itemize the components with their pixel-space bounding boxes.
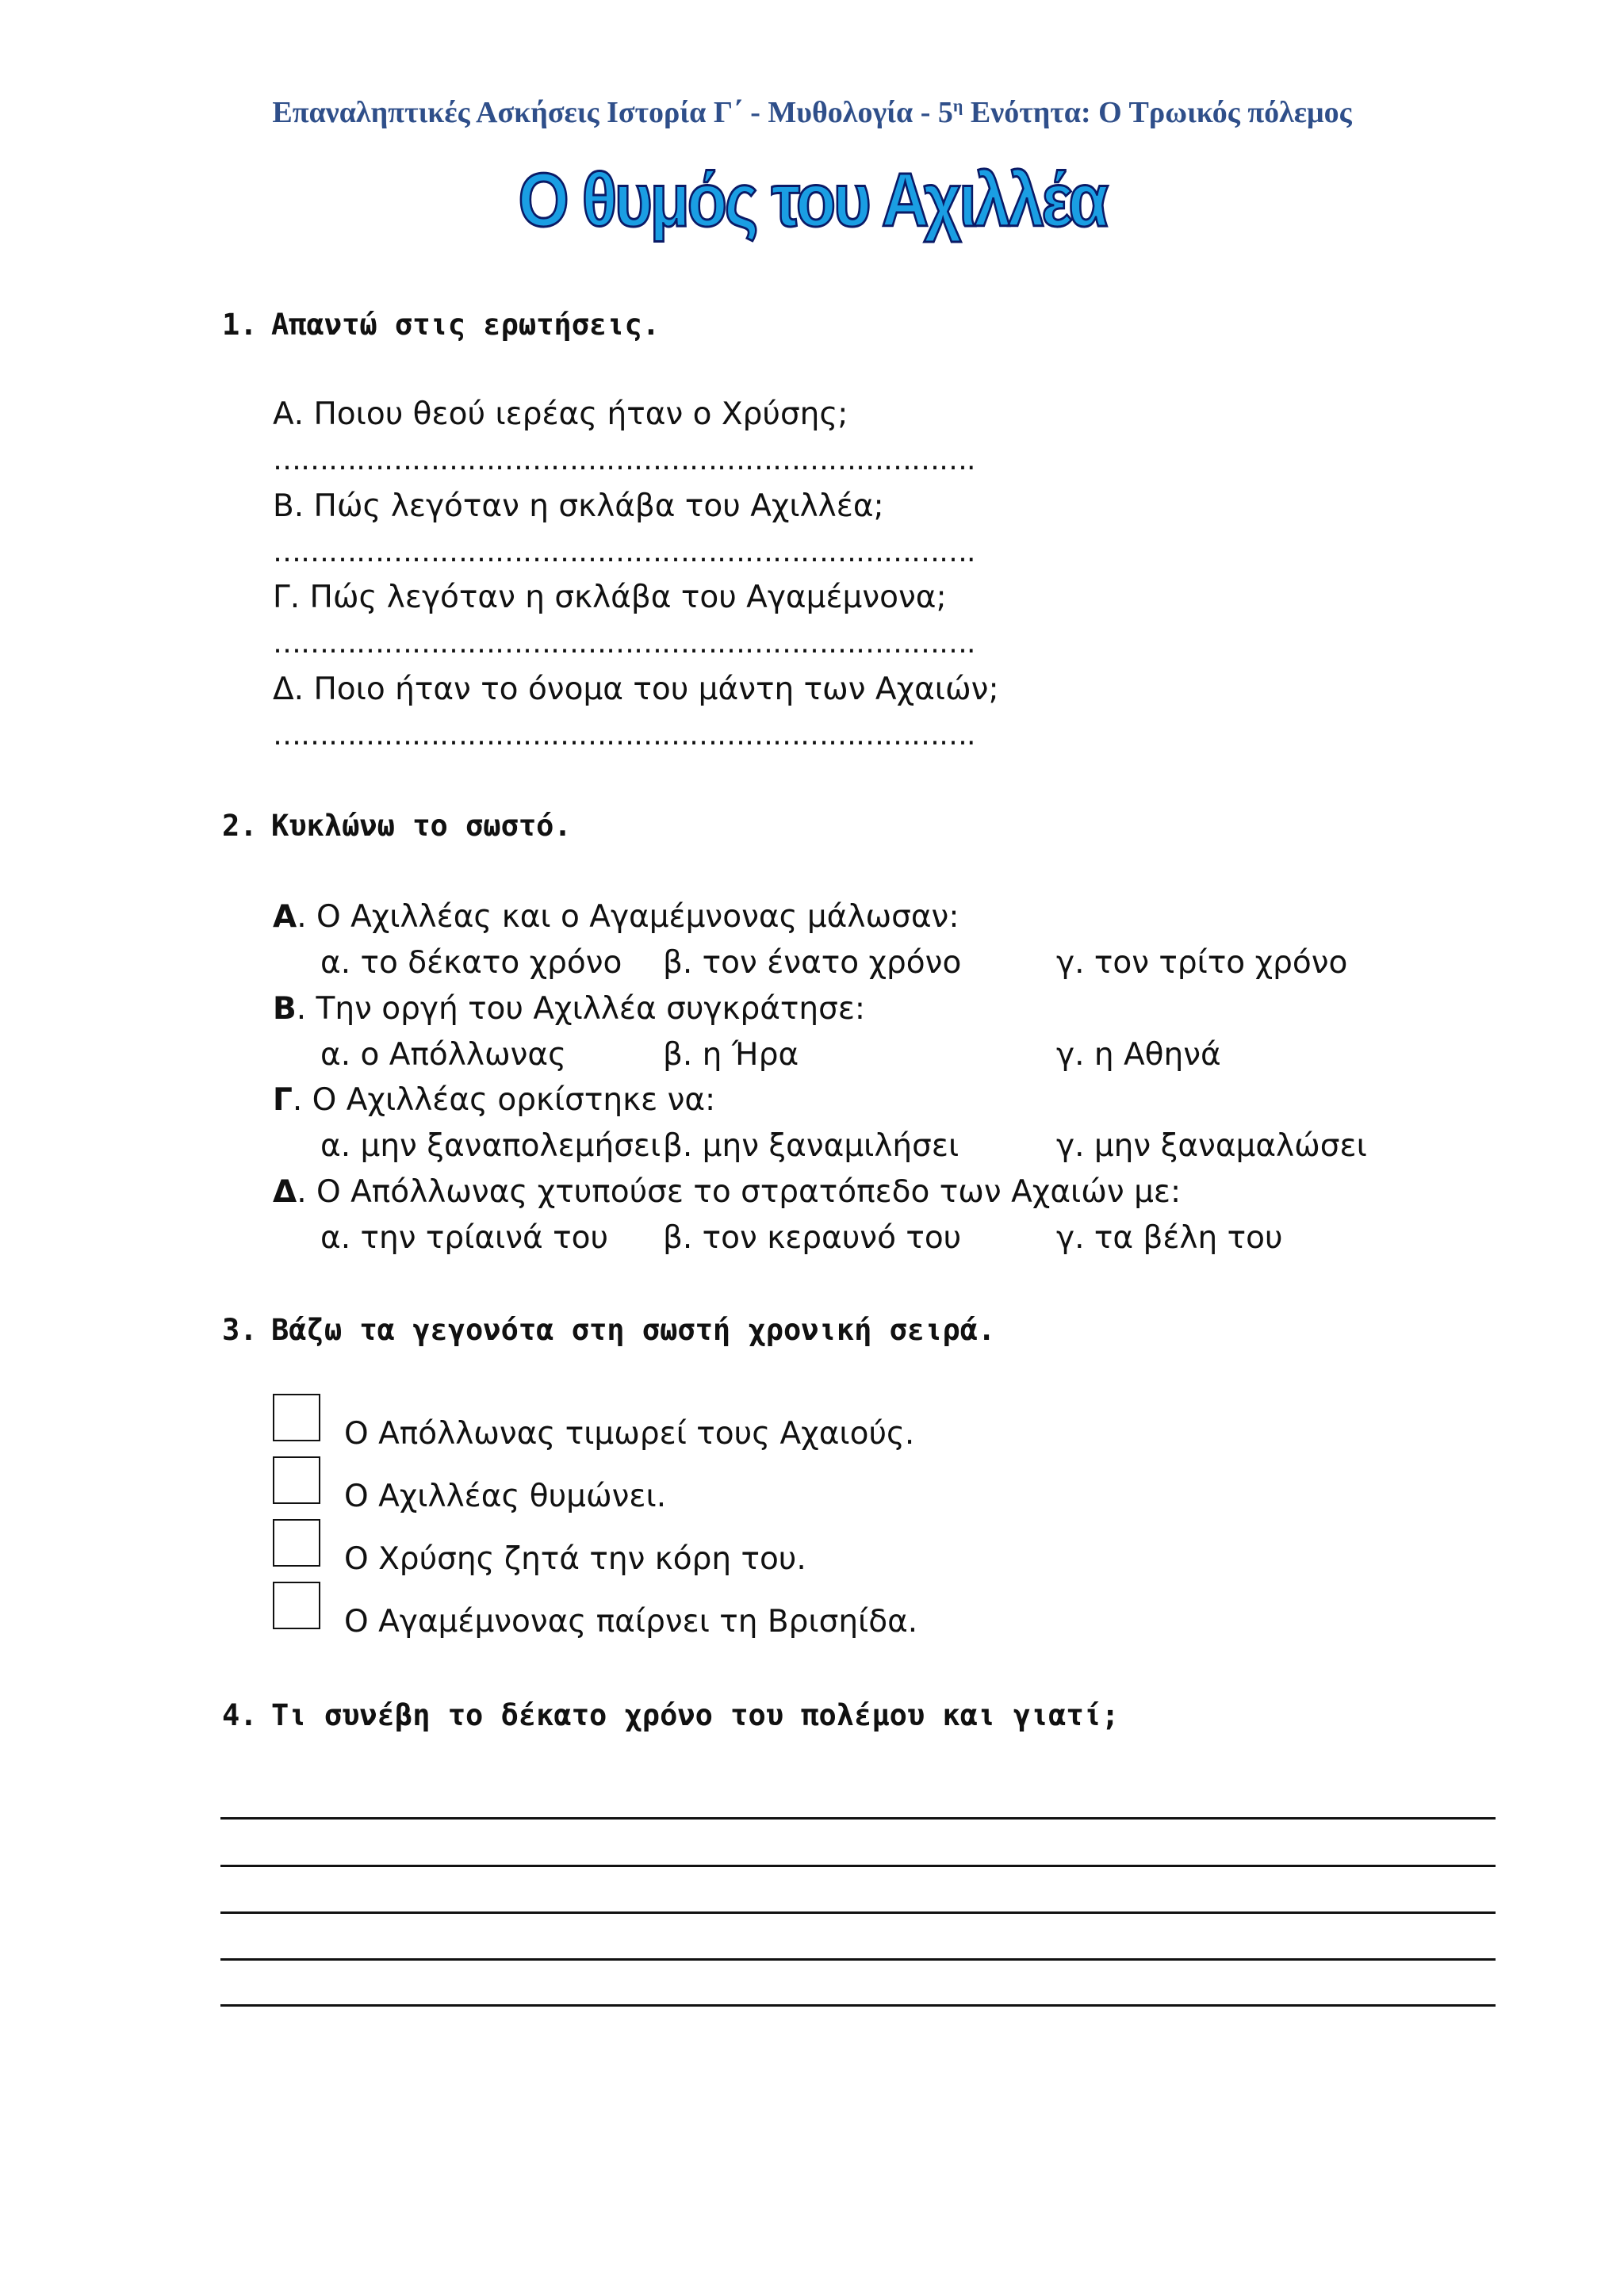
writing-line-5[interactable] [220,2004,1496,2007]
mc-question-a: Α. Ο Αχιλλέας και ο Αγαμέμνονας μάλωσαν: [273,899,959,935]
section-2-heading: 2. Κυκλώνω το σωστό. [222,809,572,843]
order-box-1[interactable] [273,1394,320,1441]
section-1-heading: 1. Απαντώ στις ερωτήσεις. [222,308,661,342]
header-superscript: η [952,95,963,116]
answer-line-c[interactable]: …………………………………………………………………. [273,627,975,660]
answer-line-b[interactable]: …………………………………………………………………. [273,536,975,568]
order-box-3[interactable] [273,1519,320,1567]
mc-b-option-3[interactable]: γ. η Αθηνά [1056,1037,1221,1073]
writing-line-3[interactable] [220,1911,1496,1914]
writing-line-4[interactable] [220,1958,1496,1961]
order-box-2[interactable] [273,1456,320,1504]
header-text: Επαναληπτικές Ασκήσεις Ιστορία Γ΄ - Μυθολογία - 5 [272,96,953,129]
mc-a-option-1[interactable]: α. το δέκατο χρόνο [320,945,622,981]
worksheet-title: Ο θυμός του Αχιλλέα [518,158,1106,243]
mc-a-option-2[interactable]: β. τον ένατο χρόνο [663,945,962,981]
event-1: Ο Απόλλωνας τιμωρεί τους Αχαιούς. [344,1416,915,1452]
question-c: Γ. Πώς λεγόταν η σκλάβα του Αγαμέμνονα; [273,580,947,615]
question-a: Α. Ποιου θεού ιερέας ήταν ο Χρύσης; [273,396,848,432]
mc-b-option-1[interactable]: α. ο Απόλλωνας [320,1037,566,1073]
question-d: Δ. Ποιο ήταν το όνομα του μάντη των Αχαιών; [273,672,999,707]
mc-a-option-3[interactable]: γ. τον τρίτο χρόνο [1056,945,1348,981]
mc-c-option-1[interactable]: α. μην ξαναπολεμήσει [320,1128,661,1164]
answer-line-a[interactable]: …………………………………………………………………. [273,444,975,476]
mc-d-option-1[interactable]: α. την τρίαινά του [320,1220,609,1256]
mc-question-c: Γ. Ο Αχιλλέας ορκίστηκε να: [273,1082,716,1118]
writing-line-1[interactable] [220,1817,1496,1820]
event-2: Ο Αχιλλέας θυμώνει. [344,1479,667,1514]
section-3-heading: 3. Βάζω τα γεγονότα στη σωστή χρονική σειρά. [222,1313,996,1347]
mc-b-option-2[interactable]: β. η Ήρα [663,1037,799,1073]
answer-line-d[interactable]: …………………………………………………………………. [273,719,975,752]
order-box-4[interactable] [273,1582,320,1629]
mc-d-option-3[interactable]: γ. τα βέλη του [1056,1220,1283,1256]
mc-d-option-2[interactable]: β. τον κεραυνό του [663,1220,962,1256]
mc-question-d: Δ. Ο Απόλλωνας χτυπούσε το στρατόπεδο των Αχαιών με: [273,1174,1182,1210]
event-4: Ο Αγαμέμνονας παίρνει τη Βρισηίδα. [344,1604,918,1640]
section-4-heading: 4. Τι συνέβη το δέκατο χρόνο του πολέμου και γιατί; [222,1698,1120,1732]
page-header [0,95,1624,130]
header-text-after: Ενότητα: Ο Τρωικός πόλεμος [963,96,1352,129]
mc-c-option-3[interactable]: γ. μην ξαναμαλώσει [1056,1128,1367,1164]
mc-c-option-2[interactable]: β. μην ξαναμιλήσει [663,1128,959,1164]
question-b: Β. Πώς λεγόταν η σκλάβα του Αχιλλέα; [273,488,884,524]
mc-question-b: Β. Την οργή του Αχιλλέα συγκράτησε: [273,991,866,1027]
writing-line-2[interactable] [220,1865,1496,1867]
event-3: Ο Χρύσης ζητά την κόρη του. [344,1541,806,1577]
